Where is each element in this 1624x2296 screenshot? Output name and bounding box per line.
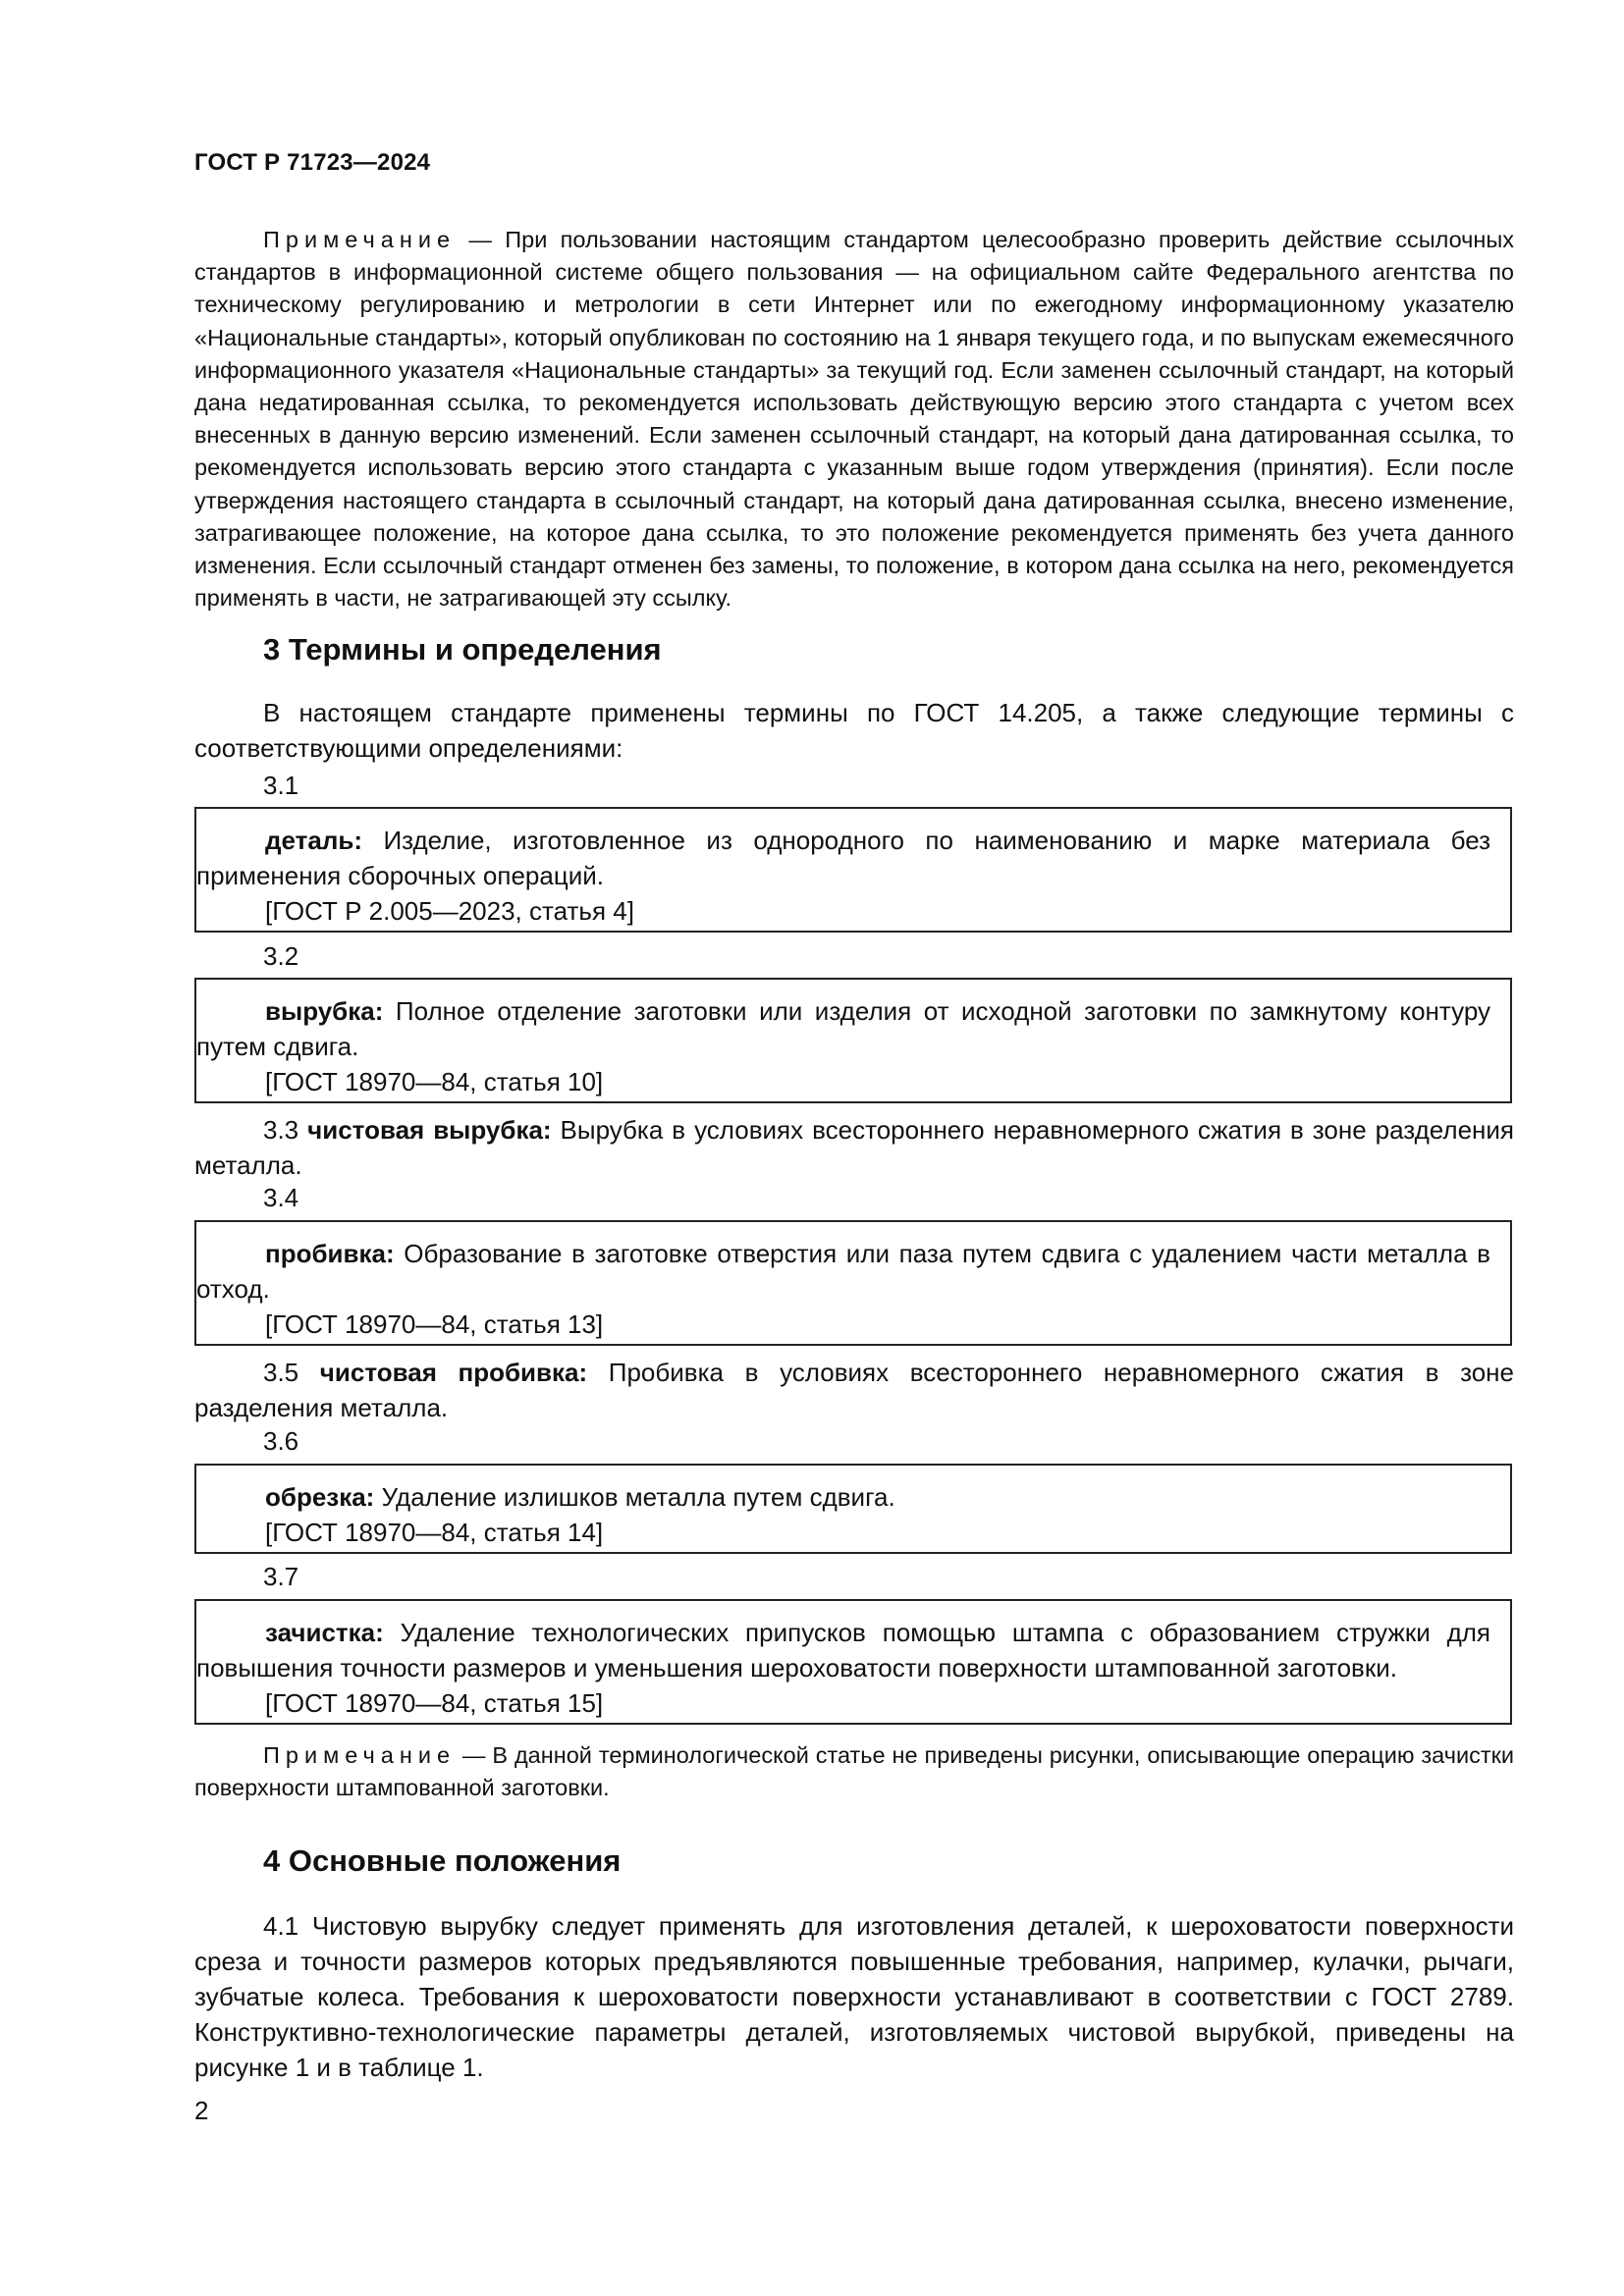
term-inline-entry: 3.5 чистовая пробивка: Пробивка в условиях всестороннего неравномерного сжатия в зоне разделения металла. (194, 1358, 1514, 1422)
term-definition: вырубка: Полное отделение заготовки или изделия от исходной заготовки по замкнутому контуру путем сдвига. (196, 996, 1490, 1061)
term-source: [ГОСТ Р 2.005—2023, статья 4] (265, 896, 634, 926)
section-3-intro: В настоящем стандарте применены термины по ГОСТ 14.205, а также следующие термины с соответствующими определениями: (194, 698, 1514, 763)
term-number: 3.6 (263, 1426, 299, 1456)
term-entry-box (194, 1599, 1512, 1725)
term-number: 3.2 (263, 941, 299, 971)
note-label: Примечание (263, 227, 457, 252)
note-text: — В данной терминологической статье не приведены рисунки, описывающие операцию зачистки поверхности штампованной заготовки. (194, 1742, 1514, 1801)
term-entry-box (194, 1220, 1512, 1346)
term-number: 3.5 (263, 1358, 299, 1387)
term-name: чистовая вырубка: (307, 1115, 552, 1145)
term-source: [ГОСТ 18970—84, статья 13] (265, 1309, 604, 1339)
term-name: пробивка: (265, 1239, 395, 1268)
term-source: [ГОСТ 18970—84, статья 10] (265, 1067, 604, 1096)
term-entry-box (194, 1464, 1512, 1554)
term-name: вырубка: (265, 996, 384, 1026)
term-name: обрезка: (265, 1482, 375, 1512)
term-number: 3.1 (263, 771, 299, 800)
term-source: [ГОСТ 18970—84, статья 15] (265, 1688, 604, 1718)
term-name: чистовая пробивка: (319, 1358, 588, 1387)
term-name: зачистка: (265, 1618, 384, 1647)
page-number: 2 (194, 2096, 209, 2125)
section-3-heading: 3 Термины и определения (263, 632, 662, 667)
term-name: деталь: (265, 826, 362, 855)
term-number: 3.3 (263, 1115, 299, 1145)
term-entry-box (194, 807, 1512, 933)
term-definition: зачистка: Удаление технологических припусков помощью штампа с образованием стружки для повышения точности размеров и уменьшения шероховатости поверхности штампованной заготовки. (196, 1618, 1490, 1682)
document-id-header: ГОСТ Р 71723—2024 (194, 149, 431, 176)
note-label: Примечание (263, 1742, 457, 1768)
term-number: 3.4 (263, 1183, 299, 1212)
section-4-paragraph: 4.1 Чистовую вырубку следует применять для изготовления деталей, к шероховатости поверхности среза и точности размеров которых предъявляются повышенные требования, например, кулачки, рычаги, зубчатые колеса. Требования к шероховатости поверхности устанавливают в соответствии с ГОСТ 2789. Конструктивно-технологические параметры деталей, изготовляемых чистовой вырубкой, приведены на рисунке 1 и в таблице 1. (194, 1911, 1514, 2082)
reference-note (194, 224, 1514, 614)
term-source: [ГОСТ 18970—84, статья 14] (265, 1518, 604, 1547)
term-inline-entry: 3.3 чистовая вырубка: Вырубка в условиях всестороннего неравномерного сжатия в зоне разделения металла. (194, 1115, 1514, 1180)
note-text: — При пользовании настоящим стандартом целесообразно проверить действие ссылочных стандартов в информационной системе общего пользования — на официальном сайте Федерального агентства по техническому регулированию и метрологии в сети Интернет или по ежегодному информационному указателю «Национальные стандарты», который опубликован по состоянию на 1 января текущего года, и по выпускам ежемесячного информационного указателя «Национальные стандарты» за текущий год. Если заменен ссылочный стандарт, на который дана недатированная ссылка, то рекомендуется использовать действующую версию этого стандарта с учетом всех внесенных в данную версию изменений. Если заменен ссылочный стандарт, на который дана датированная ссылка, то рекомендуется использовать версию этого стандарта с указанным выше годом утверждения (принятия). Если после утверждения настоящего стандарта в ссылочный стандарт, на который дана датированная ссылка, внесено изменение, затрагивающее положение, на которое дана ссылка, то это положение рекомендуется применять без учета данного изменения. Если ссылочный стандарт отменен без замены, то положение, в котором дана ссылка на него, рекомендуется применять в части, не затрагивающей эту ссылку. (194, 227, 1514, 612)
term-entry-box (194, 978, 1512, 1103)
term-definition: пробивка: Образование в заготовке отверстия или паза путем сдвига с удалением части металла в отход. (196, 1239, 1490, 1304)
term-number: 3.7 (263, 1562, 299, 1591)
term-note (194, 1739, 1514, 1804)
term-definition: обрезка: Удаление излишков металла путем сдвига. (265, 1482, 895, 1512)
term-definition: деталь: Изделие, изготовленное из однородного по наименованию и марке материала без применения сборочных операций. (196, 826, 1490, 890)
section-4-heading: 4 Основные положения (263, 1843, 622, 1878)
